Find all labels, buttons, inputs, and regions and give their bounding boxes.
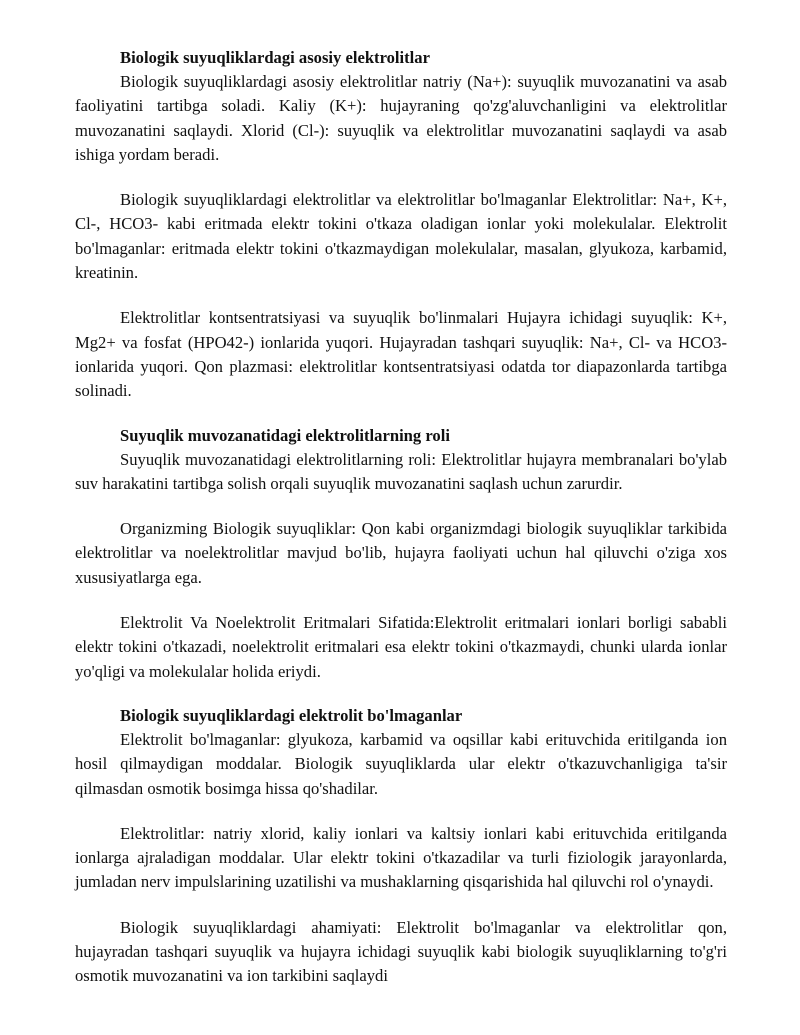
section-main-electrolytes: [75, 46, 727, 404]
paragraph: Elektrolit Va Noelektrolit Eritmalari Sifatida:Elektrolit eritmalari ionlari borligi sababli elektr tokini o'tkazadi, noelektrolit eritmalari esa elektr tokini o'tkazmaydi, chunki ularda ionlar yo'qligi va molekulalar holida eriydi.: [75, 613, 727, 681]
paragraph: Biologik suyuqliklardagi elektrolitlar va elektrolitlar bo'lmaganlar Elektrolitlar: Na+, K+, Cl-, HCO3- kabi eritmada elektr tokini o'tkaza oladigan ionlar yoki molekulalar. Elektrolit bo'lmaganlar: eritmada elektr tokini o'tkazmaydigan molekulalar, masalan, glyukoza, karbamid, kreatinin.: [75, 190, 727, 283]
paragraph: Organizming Biologik suyuqliklar: Qon kabi organizmdagi biologik suyuqliklar tarkibida elektrolitlar va noelektrolitlar mavjud bo'lib, hujayra faoliyati uchun hal qiluvchi o'ziga xos xususiyatlarga ega.: [75, 519, 727, 587]
section-heading: Suyuqlik muvozanatidagi elektrolitlarning roli: [120, 425, 450, 445]
section-fluid-balance-role: [75, 424, 727, 684]
section-heading: Biologik suyuqliklardagi elektrolit bo'lmaganlar: [120, 705, 463, 725]
paragraph: Elektrolitlar: natriy xlorid, kaliy ionlari va kaltsiy ionlari kabi erituvchida eritilganda ionlarga ajraladigan moddalar. Ular elektr tokini o'tkazadilar va turli fiziologik jarayonlarda, jumladan nerv impulslarining uzatilishi va mushaklarning qisqarishida hal qiluvchi rol o'ynaydi.: [75, 823, 727, 892]
paragraph: Biologik suyuqliklardagi ahamiyati: Elektrolit bo'lmaganlar va elektrolitlar qon, hujayradan tashqari suyuqlik va hujayra ichidagi suyuqlik kabi biologik suyuqliklarning to'g'ri osmotik muvozanatini va ion tarkibini saqlaydi: [75, 917, 727, 986]
document-page: [75, 46, 727, 989]
paragraph: Elektrolitlar kontsentratsiyasi va suyuqlik bo'linmalari Hujayra ichidagi suyuqlik: K+, Mg2+ va fosfat (HPO42-) ionlarida yuqori. Hujayradan tashqari suyuqlik: Na+, Cl- va HCO3- ionlarida yuqori. Qon plazmasi: elektrolitlar kontsentratsiyasi odatda tor diapazonlarda tartibga solinadi.: [75, 308, 727, 401]
section-heading: Biologik suyuqliklardagi asosiy elektrolitlar: [120, 48, 430, 67]
section-non-electrolytes: [75, 704, 727, 989]
paragraph: Elektrolit bo'lmaganlar: glyukoza, karbamid va oqsillar kabi erituvchida eritilganda ion hosil qilmaydigan moddalar. Biologik suyuqliklarda ular elektr o'tkazuvchanligiga ta'sir qilmasdan osmotik bosimga hissa qo'shadilar.: [75, 729, 727, 798]
paragraph: Biologik suyuqliklardagi asosiy elektrolitlar natriy (Na+): suyuqlik muvozanatini va asab faoliyatini tartibga soladi. Kaliy (K+): hujayraning qo'zg'aluvchanligini va elektrolitlar muvozanatini saqlaydi. Xlorid (Cl-): suyuqlik va elektrolitlar muvozanatini saqlaydi va asab ishiga yordam beradi.: [75, 72, 727, 164]
paragraph: Suyuqlik muvozanatidagi elektrolitlarning roli: Elektrolitlar hujayra membranalari bo'ylab suv harakatini tartibga solish orqali suyuqlik muvozanatini saqlash uchun zarurdir.: [75, 449, 727, 493]
